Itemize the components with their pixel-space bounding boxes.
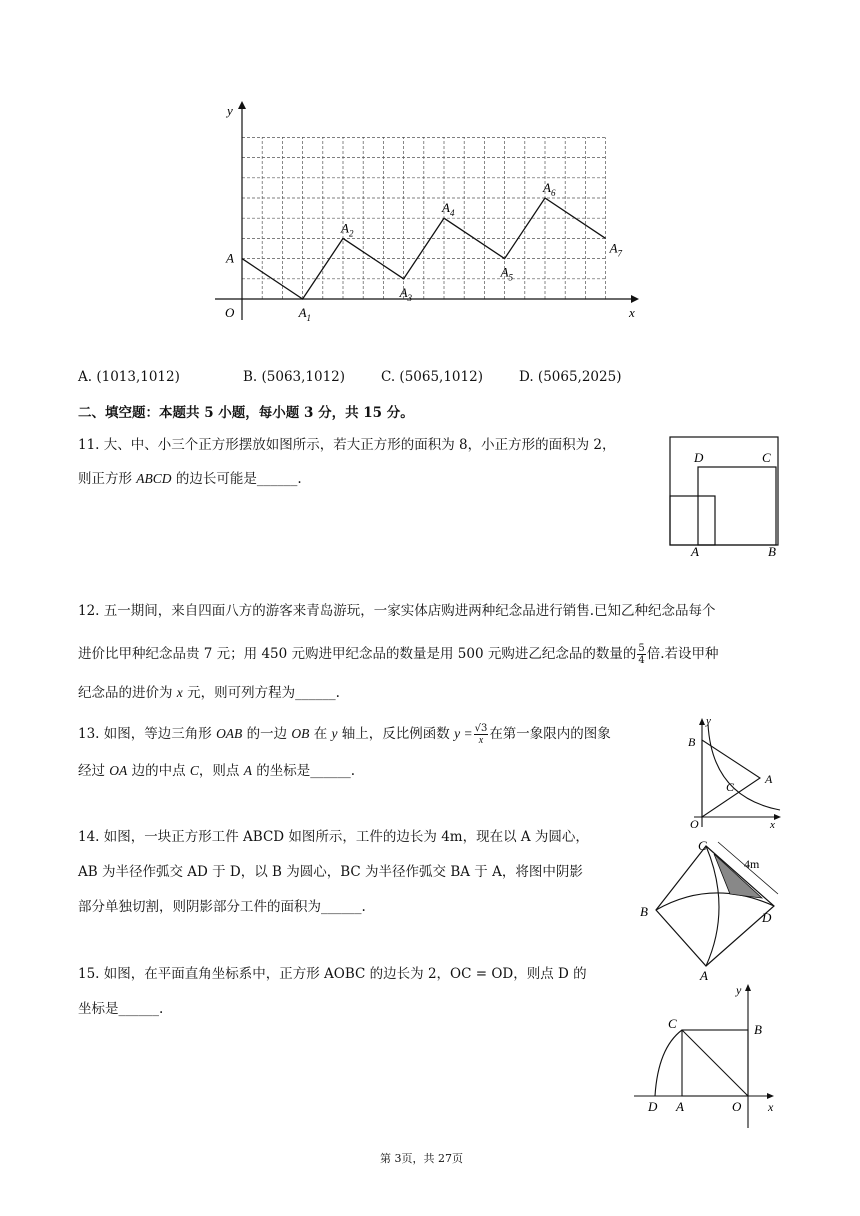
frac-numerator: 5 (638, 643, 645, 654)
choice-c: C. (5065,1012) (381, 369, 483, 385)
q13-var-c: C (189, 763, 199, 778)
q15-line1: 15. 如图，在平面直角坐标系中，正方形 AOBC 的边长为 2，OC = OD，则点 D 的 (78, 966, 587, 982)
q13-frac-num: √3 (474, 723, 488, 734)
q13-t7: 边的中点 (127, 763, 190, 779)
y-axis-label: y (227, 103, 233, 118)
label-d: D (762, 910, 772, 925)
point-label-2: $A_2$ (341, 220, 354, 239)
origin-label: O (225, 305, 235, 320)
q13-func-y: y = (454, 726, 473, 741)
medium-square (698, 467, 776, 545)
label-x: x (768, 1100, 774, 1114)
zigzag-figure (215, 95, 645, 330)
q15-square-figure (630, 978, 790, 1130)
q13-t6: 经过 (78, 763, 110, 779)
q15-line2: 坐标是______. (78, 1001, 164, 1017)
q12-var-x: x (176, 685, 183, 700)
q13-t5: 在第一象限内的图象 (489, 726, 611, 742)
section-title: 二、填空题：本题共 5 小题，每小题 3 分，共 15 分。 (78, 405, 414, 421)
arc-ca (706, 846, 719, 966)
q13-line1 (78, 723, 611, 746)
triangle-oab (702, 740, 760, 817)
x-axis-label: x (629, 305, 635, 320)
point-label-a: A (226, 250, 234, 266)
label-d: D (694, 450, 704, 465)
y-axis-arrow (238, 101, 246, 109)
label-o: O (690, 817, 699, 831)
choice-a: A. (1013,1012) (78, 369, 180, 385)
label-c: C (726, 780, 735, 794)
label-c: C (668, 1016, 677, 1031)
small-square (670, 496, 715, 545)
q14-line1: 14. 如图，一块正方形工件 ABCD 如图所示，工件的边长为 4m，现在以 A 为圆心， (78, 829, 589, 845)
label-b: B (768, 544, 776, 559)
q12-line3 (78, 683, 340, 703)
q13-var-oab: OAB (216, 726, 243, 741)
q14-square-figure (634, 838, 784, 988)
q13-t9: 的坐标是______. (251, 763, 356, 779)
label-b: B (754, 1022, 762, 1037)
label-o: O (732, 1099, 742, 1114)
q13-t1: 13. 如图，等边三角形 (78, 726, 217, 742)
q13-t2: 的一边 (242, 726, 292, 742)
point-label-1: $A_1$ (298, 305, 312, 323)
q12-line1: 12. 五一期间，来自四面八方的游客来青岛游玩，一家实体店购进两种纪念品进行销售.已知乙种纪念品每个 (78, 603, 716, 619)
point-label-4: $A_4$ (442, 200, 455, 219)
q11-var-abcd: ABCD (136, 471, 172, 486)
label-c: C (698, 838, 707, 853)
choice-b: B. (5063,1012) (243, 369, 346, 385)
q11-line1: 11. 大、中、小三个正方形摆放如图所示，若大正方形的面积为 8，小正方形的面积为 2， (78, 437, 616, 453)
dashed-grid (242, 137, 606, 299)
q13-frac-den: x (478, 735, 484, 746)
page-footer: 第 3页，共 27页 (380, 1152, 463, 1165)
q13-t8: ，则点 (198, 763, 244, 779)
q13-fraction (474, 723, 489, 746)
q12-fraction (637, 643, 645, 666)
point-label-5: $A_5$ (500, 264, 514, 283)
label-x: x (770, 819, 775, 831)
label-a: A (765, 772, 773, 786)
label-c: C (762, 450, 771, 465)
q13-var-oa: OA (109, 763, 128, 778)
label-y: y (736, 983, 742, 997)
choice-d: D. (5065,2025) (519, 369, 622, 385)
label-4m: 4m (744, 857, 760, 871)
y-arrow (745, 984, 751, 991)
label-b: B (640, 904, 648, 919)
q12-text3-post: 元，则可列方程为______. (182, 685, 340, 701)
q11-line2 (78, 469, 302, 489)
x-arrow (774, 814, 781, 820)
point-label-6: $A_6$ (543, 180, 556, 198)
q13-var-ob: OB (291, 726, 310, 741)
q13-t4: 轴上，反比例函数 (337, 726, 455, 742)
point-label-7: $A_7$ (609, 240, 623, 259)
label-a: A (700, 968, 708, 983)
q13-hyperbola-figure (682, 712, 792, 832)
label-d: D (648, 1099, 658, 1114)
q12-line2 (78, 643, 719, 666)
q13-var-a: A (243, 763, 252, 778)
q14-line3: 部分单独切割，则阴影部分工件的面积为______. (78, 899, 366, 915)
q11-squares-figure (660, 432, 790, 562)
q12-text-post: 倍.若设甲种 (646, 646, 719, 662)
q13-line2 (78, 761, 355, 781)
x-axis-arrow (631, 295, 639, 303)
q11-text: 则正方形 (78, 471, 137, 487)
diagonal-oc (682, 1030, 748, 1096)
frac-denominator: 4 (638, 655, 645, 666)
label-a: A (691, 544, 699, 559)
label-b: B (688, 735, 696, 749)
q12-text3: 纪念品的进价为 (78, 685, 177, 701)
label-a: A (676, 1099, 684, 1114)
q11-text-post: 的边长可能是______. (171, 471, 302, 487)
q13-t3: 在 (309, 726, 332, 742)
x-arrow (767, 1093, 774, 1099)
label-y: y (706, 715, 711, 727)
arc-cd (655, 1030, 682, 1096)
q13-var-y: y (331, 726, 338, 741)
y-arrow (699, 718, 705, 725)
q12-text: 进价比甲种纪念品贵 7 元；用 450 元购进甲纪念品的数量是用 500 元购进乙纪念品的数量的 (78, 646, 637, 662)
q14-line2: AB 为半径作弧交 AD 于 D，以 B 为圆心，BC 为半径作弧交 BA 于 A，将图中阴影 (78, 864, 583, 880)
point-label-3: $A_3$ (399, 284, 413, 303)
